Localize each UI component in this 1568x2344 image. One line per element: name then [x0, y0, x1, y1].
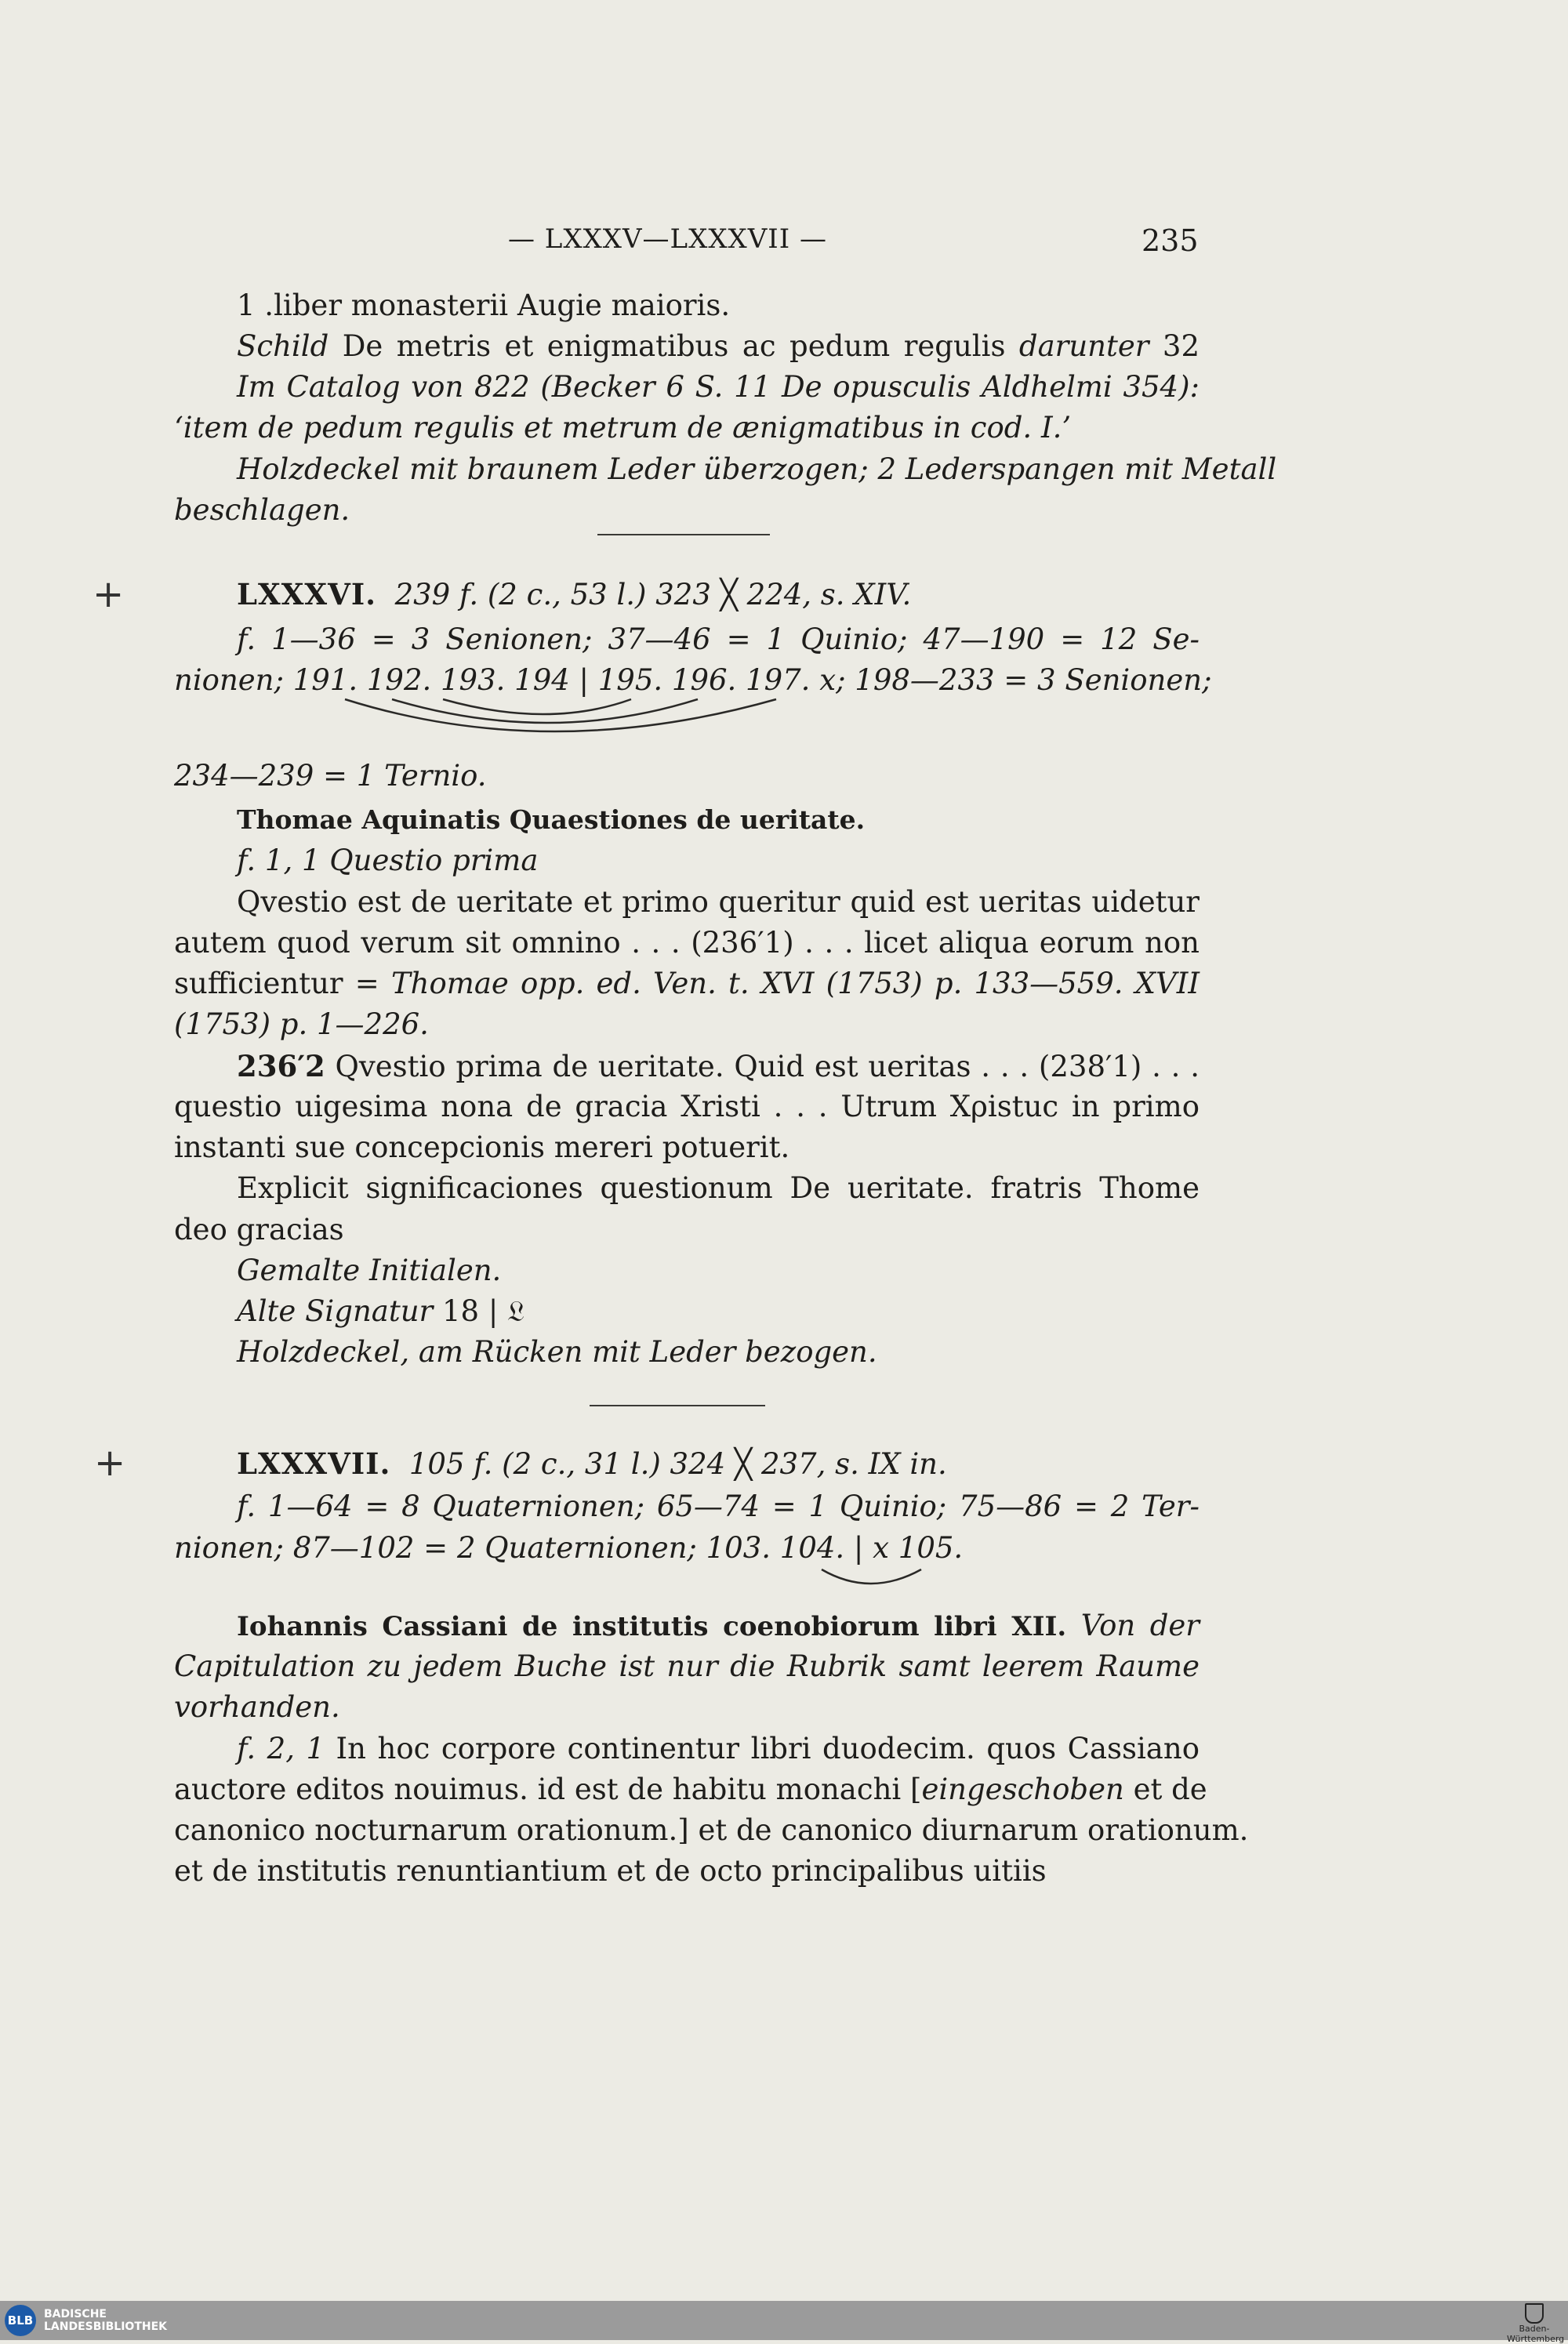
entry-header: LXXXVI. 239 f. (2 c., 53 l.) 323 ╳ 224, s. XIV.: [237, 577, 912, 611]
margin-plus-mark: +: [93, 572, 125, 616]
folio-text: canonico nocturnarum orationum.] et de canonico diurnarum orationum.: [174, 1813, 1249, 1847]
explicit-text: Explicit significaciones questionum De ueritate. fratris Thome: [237, 1171, 1200, 1205]
running-head: — LXXXV—LXXXVII —: [508, 223, 827, 255]
entry-header: LXXXVII. 105 f. (2 c., 31 l.) 324 ╳ 237, s. IX in.: [237, 1446, 947, 1481]
coat-of-arms-icon: [1525, 2303, 1544, 2324]
catalog-quote-line: ‘item de pedum regulis et metrum de ænigmatibus in cod. I.’: [174, 411, 1072, 444]
folio-text: questio uigesima nona de gracia Xristi . . . Utrum Χρistuc in primo: [174, 1090, 1200, 1123]
rubric-note-end: vorhanden.: [174, 1690, 340, 1724]
binding-line-end: beschlagen.: [174, 493, 350, 527]
note-initials: Gemalte Initialen.: [237, 1254, 502, 1287]
explicit-text-end: deo gracias: [174, 1213, 344, 1246]
edition-reference-end: (1753) p. 1—226.: [174, 1007, 429, 1041]
library-footer-bar: [0, 2301, 1568, 2340]
library-name: BADISCHE LANDESBIBLIOTHEK: [44, 2308, 168, 2333]
work-title: Thomae Aquinatis Quaestiones de ueritate.: [237, 804, 866, 835]
state-logo: Baden-Württemberg: [1507, 2303, 1562, 2344]
metris-line: Schild De metris et enigmatibus ac pedum regulis darunter 32: [237, 329, 1200, 363]
collation-line: f. 1—36 = 3 Senionen; 37—46 = 1 Quinio; 47—190 = 12 Se-: [237, 622, 1200, 656]
collation-line: nionen; 87—102 = 2 Quaternionen; 103. 104. | x 105.: [174, 1531, 964, 1565]
folio-text-end: instanti sue concepcionis mereri potuerit.: [174, 1130, 790, 1164]
collation-line: 234—239 = 1 Ternio.: [174, 759, 487, 793]
gathering-curve-mark: [815, 1565, 933, 1593]
folio-text: f. 2, 1 In hoc corpore continentur libri duodecim. quos Cassiano: [237, 1732, 1200, 1765]
folio-text-end: et de institutis renuntiantium et de octo principalibus uitiis: [174, 1854, 1047, 1888]
blb-logo-icon: BLB: [5, 2305, 36, 2336]
folio-text: 236′2 Qvestio prima de ueritate. Quid est ueritas . . . (238′1) . . .: [237, 1049, 1200, 1083]
gathering-curve-marks: [337, 695, 792, 749]
incipit-text: autem quod verum sit omnino . . . (236′1) . . . licet aliqua eorum non: [174, 926, 1200, 960]
note-binding: Holzdeckel, am Rücken mit Leder bezogen.: [237, 1335, 877, 1369]
collation-line: nionen; 191. 192. 193. 194 | 195. 196. 197. x; 198—233 = 3 Senionen;: [174, 663, 1212, 697]
ownership-line: 1 .liber monasterii Augie maioris.: [237, 288, 731, 322]
section-divider: [590, 1405, 765, 1406]
binding-line: Holzdeckel mit braunem Leder überzogen; 2 Lederspangen mit Metall: [237, 452, 1277, 486]
rubric-note: Capitulation zu jedem Buche ist nur die Rubrik samt leerem Raume: [174, 1649, 1200, 1683]
folio-incipit: f. 1, 1 Questio prima: [237, 844, 539, 877]
section-divider: [597, 534, 770, 535]
catalog-line: Im Catalog von 822 (Becker 6 S. 11 De opusculis Aldhelmi 354):: [237, 370, 1200, 404]
note-old-shelfmark: Alte Signatur 18 | 𝔏: [237, 1294, 525, 1328]
margin-plus-mark: +: [94, 1441, 126, 1485]
edition-reference: sufficientur = Thomae opp. ed. Ven. t. XVI (1753) p. 133—559. XVII: [174, 967, 1200, 1000]
collation-line: f. 1—64 = 8 Quaternionen; 65—74 = 1 Quinio; 75—86 = 2 Ter-: [237, 1489, 1200, 1523]
page-number: 235: [1142, 223, 1199, 258]
work-title-line: Iohannis Cassiani de institutis coenobiorum libri XII. Von der: [237, 1609, 1200, 1642]
incipit-text: Qvestio est de ueritate et primo queritur quid est ueritas uidetur: [237, 885, 1200, 919]
folio-text: auctore editos nouimus. id est de habitu monachi [eingeschoben et de: [174, 1773, 1207, 1806]
